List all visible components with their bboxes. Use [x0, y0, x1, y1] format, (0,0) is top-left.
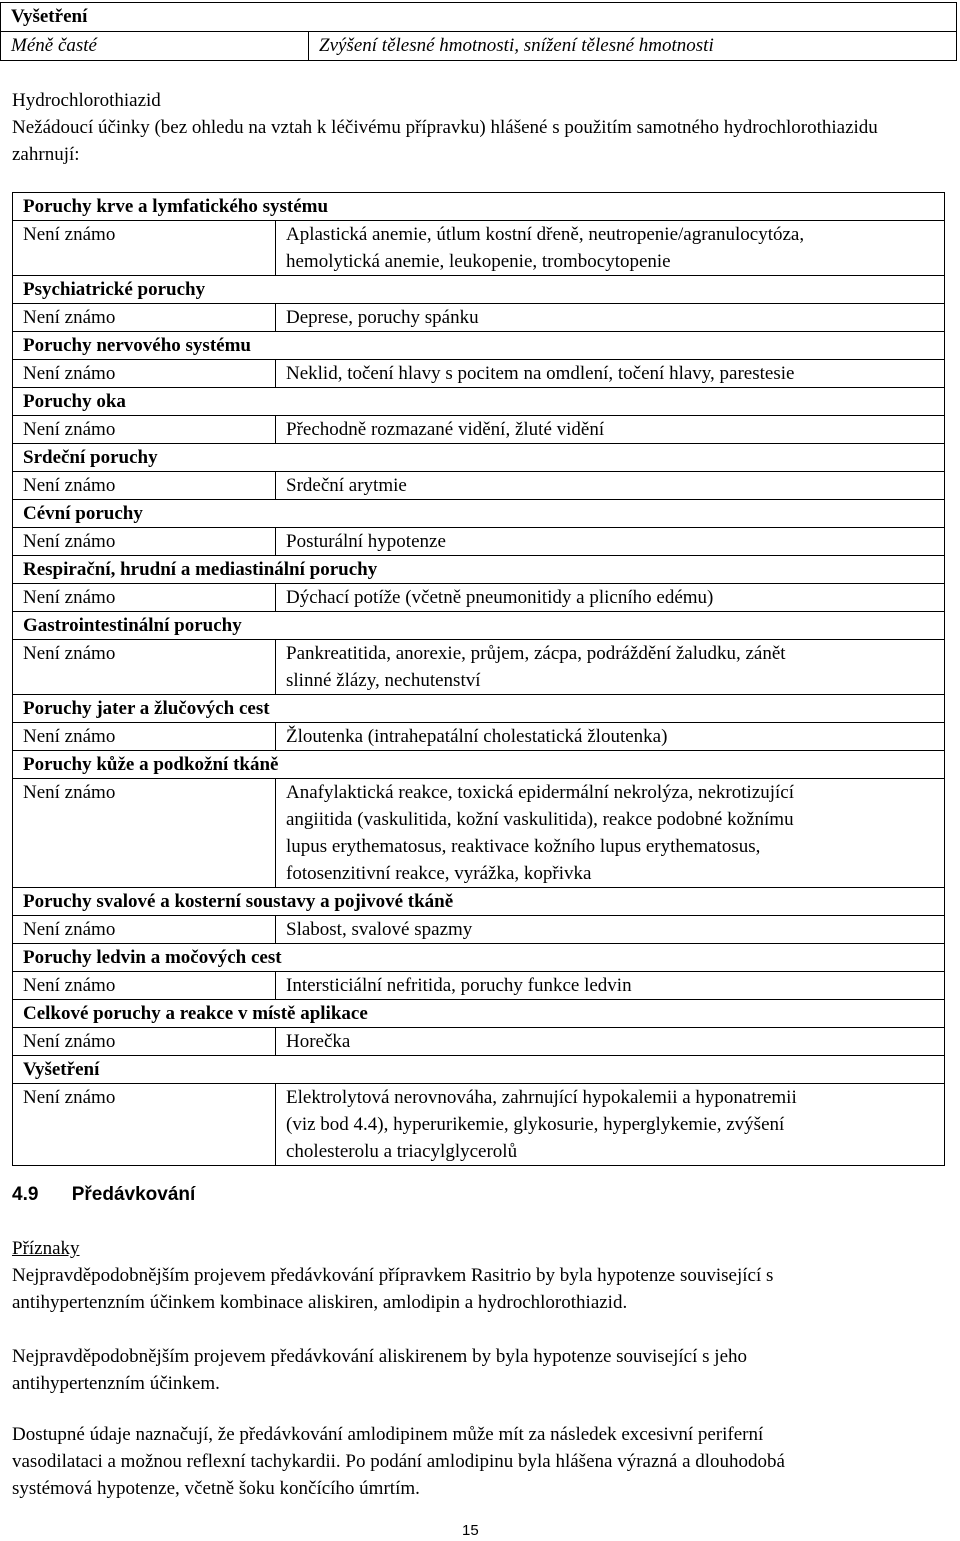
table-row [13, 360, 945, 388]
effects-line: Anafylaktická reakce, toxická epidermální nekrolýza, nekrotizující [286, 782, 795, 803]
frequency-cell: Není známo [13, 723, 276, 751]
symptoms-heading: Příznaky [12, 1238, 80, 1259]
paragraph-line: Nejpravděpodobnějším projevem předávkování přípravkem Rasitrio by byla hypotenze související s [12, 1265, 774, 1286]
symptoms-paragraph-1 [12, 1262, 773, 1316]
category-row [13, 1000, 945, 1028]
page-number: 15 [462, 1522, 479, 1539]
section-heading [12, 1181, 195, 1208]
frequency-cell: Není známo [13, 972, 276, 1000]
category-row [13, 1056, 945, 1084]
category-label: Respirační, hrudní a mediastinální poruchy [13, 556, 945, 584]
category-row [13, 751, 945, 779]
category-row [13, 944, 945, 972]
table-row [13, 416, 945, 444]
frequency-cell: Není známo [13, 779, 276, 888]
effects-cell [276, 304, 945, 332]
frequency-cell: Není známo [13, 1084, 276, 1166]
effects-line: Pankreatitida, anorexie, průjem, zácpa, podráždění žaludku, zánět [286, 643, 786, 664]
table-row [13, 972, 945, 1000]
top-table-frequency: Méně časté [1, 32, 309, 61]
table-row [13, 1084, 945, 1166]
effects-line: lupus erythematosus, reaktivace kožního lupus erythematosus, [286, 836, 761, 857]
category-row [13, 695, 945, 723]
effects-line: Žloutenka (intrahepatální cholestatická žloutenka) [286, 726, 668, 747]
paragraph-line: Nejpravděpodobnějším projevem předávkování aliskirenem by byla hypotenze související s jeho [12, 1346, 747, 1367]
table-row [13, 528, 945, 556]
effects-line: Srdeční arytmie [286, 475, 407, 496]
effects-line: Posturální hypotenze [286, 531, 446, 552]
paragraph-line: systémová hypotenze, včetně šoku končícího úmrtím. [12, 1478, 420, 1499]
hctz-title: Hydrochlorothiazid [12, 90, 161, 111]
effects-cell [276, 779, 945, 888]
paragraph-line: antihypertenzním účinkem. [12, 1373, 220, 1394]
hctz-intro-text: Nežádoucí účinky (bez ohledu na vztah k léčivému přípravku) hlášené s použitím samotného hydrochlorothiazidu zahrnují: [12, 117, 878, 165]
table-row [13, 1028, 945, 1056]
paragraph-line: Dostupné údaje naznačují, že předávkování amlodipinem může mít za následek excesivní periferní [12, 1424, 764, 1445]
symptoms-paragraph-2 [12, 1343, 747, 1397]
effects-line: (viz bod 4.4), hyperurikemie, glykosurie, hyperglykemie, zvýšení [286, 1114, 785, 1135]
category-label: Poruchy kůže a podkožní tkáně [13, 751, 945, 779]
frequency-cell: Není známo [13, 916, 276, 944]
table-row [13, 584, 945, 612]
category-row [13, 193, 945, 221]
top-table-effect: Zvýšení tělesné hmotnosti, snížení tělesné hmotnosti [309, 32, 957, 61]
effects-line: hemolytická anemie, leukopenie, trombocytopenie [286, 251, 671, 272]
category-row [13, 332, 945, 360]
symptoms-paragraph-3 [12, 1421, 785, 1502]
category-row [13, 444, 945, 472]
category-label: Vyšetření [13, 1056, 945, 1084]
table-row [13, 221, 945, 276]
effects-line: Elektrolytová nerovnováha, zahrnující hypokalemii a hyponatremii [286, 1087, 797, 1108]
frequency-cell: Není známo [13, 472, 276, 500]
top-table-heading [1, 3, 957, 32]
category-label: Srdeční poruchy [13, 444, 945, 472]
effects-line: Neklid, točení hlavy s pocitem na omdlení, točení hlavy, parestesie [286, 363, 795, 384]
effects-line: cholesterolu a triacylglycerolů [286, 1141, 518, 1162]
effects-line: Aplastická anemie, útlum kostní dřeně, neutropenie/agranulocytóza, [286, 224, 805, 245]
frequency-cell: Není známo [13, 1028, 276, 1056]
section-number: 4.9 [12, 1184, 39, 1205]
category-label: Cévní poruchy [13, 500, 945, 528]
category-label: Psychiatrické poruchy [13, 276, 945, 304]
effects-cell [276, 584, 945, 612]
effects-line: Dýchací potíže (včetně pneumonitidy a plicního edému) [286, 587, 714, 608]
effects-line: angiitida (vaskulitida, kožní vaskulitida), reakce podobné kožnímu [286, 809, 794, 830]
frequency-cell: Není známo [13, 360, 276, 388]
effects-line: Intersticiální nefritida, poruchy funkce ledvin [286, 975, 632, 996]
category-label: Celkové poruchy a reakce v místě aplikace [13, 1000, 945, 1028]
category-row [13, 388, 945, 416]
effects-cell [276, 916, 945, 944]
frequency-cell: Není známo [13, 584, 276, 612]
table-row [13, 472, 945, 500]
effects-line: Přechodně rozmazané vidění, žluté vidění [286, 419, 605, 440]
effects-line: slinné žlázy, nechutenství [286, 670, 481, 691]
category-label: Gastrointestinální poruchy [13, 612, 945, 640]
category-row [13, 556, 945, 584]
category-row [13, 276, 945, 304]
effects-cell [276, 472, 945, 500]
effects-cell [276, 972, 945, 1000]
effects-cell [276, 723, 945, 751]
effects-line: Slabost, svalové spazmy [286, 919, 473, 940]
category-label: Poruchy krve a lymfatického systému [13, 193, 945, 221]
effects-line: Deprese, poruchy spánku [286, 307, 479, 328]
effects-cell [276, 360, 945, 388]
category-label: Poruchy jater a žlučových cest [13, 695, 945, 723]
category-label: Poruchy svalové a kosterní soustavy a pojivové tkáně [13, 888, 945, 916]
table-row [13, 779, 945, 888]
category-row [13, 500, 945, 528]
paragraph-line: antihypertenzním účinkem kombinace aliskiren, amlodipin a hydrochlorothiazid. [12, 1292, 628, 1313]
table-row [13, 916, 945, 944]
table-row [13, 723, 945, 751]
frequency-cell: Není známo [13, 416, 276, 444]
effects-line: fotosenzitivní reakce, vyrážka, kopřivka [286, 863, 592, 884]
frequency-cell: Není známo [13, 640, 276, 695]
effects-cell [276, 416, 945, 444]
table-row [13, 640, 945, 695]
section-title: Předávkování [71, 1184, 196, 1205]
frequency-cell: Není známo [13, 304, 276, 332]
category-label: Poruchy nervového systému [13, 332, 945, 360]
table-row [13, 304, 945, 332]
effects-line: Horečka [286, 1031, 351, 1052]
effects-cell [276, 221, 945, 276]
paragraph-line: vasodilataci a možnou reflexní tachykardii. Po podání amlodipinu byla hlášena výrazná a dlouhodobá [12, 1451, 785, 1472]
top-table-heading-text: Vyšetření [11, 6, 88, 27]
top-table [0, 2, 957, 61]
category-label: Poruchy oka [13, 388, 945, 416]
effects-cell [276, 1084, 945, 1166]
adverse-effects-table [12, 192, 945, 1166]
effects-cell [276, 528, 945, 556]
category-row [13, 888, 945, 916]
effects-cell [276, 640, 945, 695]
frequency-cell: Není známo [13, 221, 276, 276]
category-label: Poruchy ledvin a močových cest [13, 944, 945, 972]
effects-cell [276, 1028, 945, 1056]
category-row [13, 612, 945, 640]
frequency-cell: Není známo [13, 528, 276, 556]
